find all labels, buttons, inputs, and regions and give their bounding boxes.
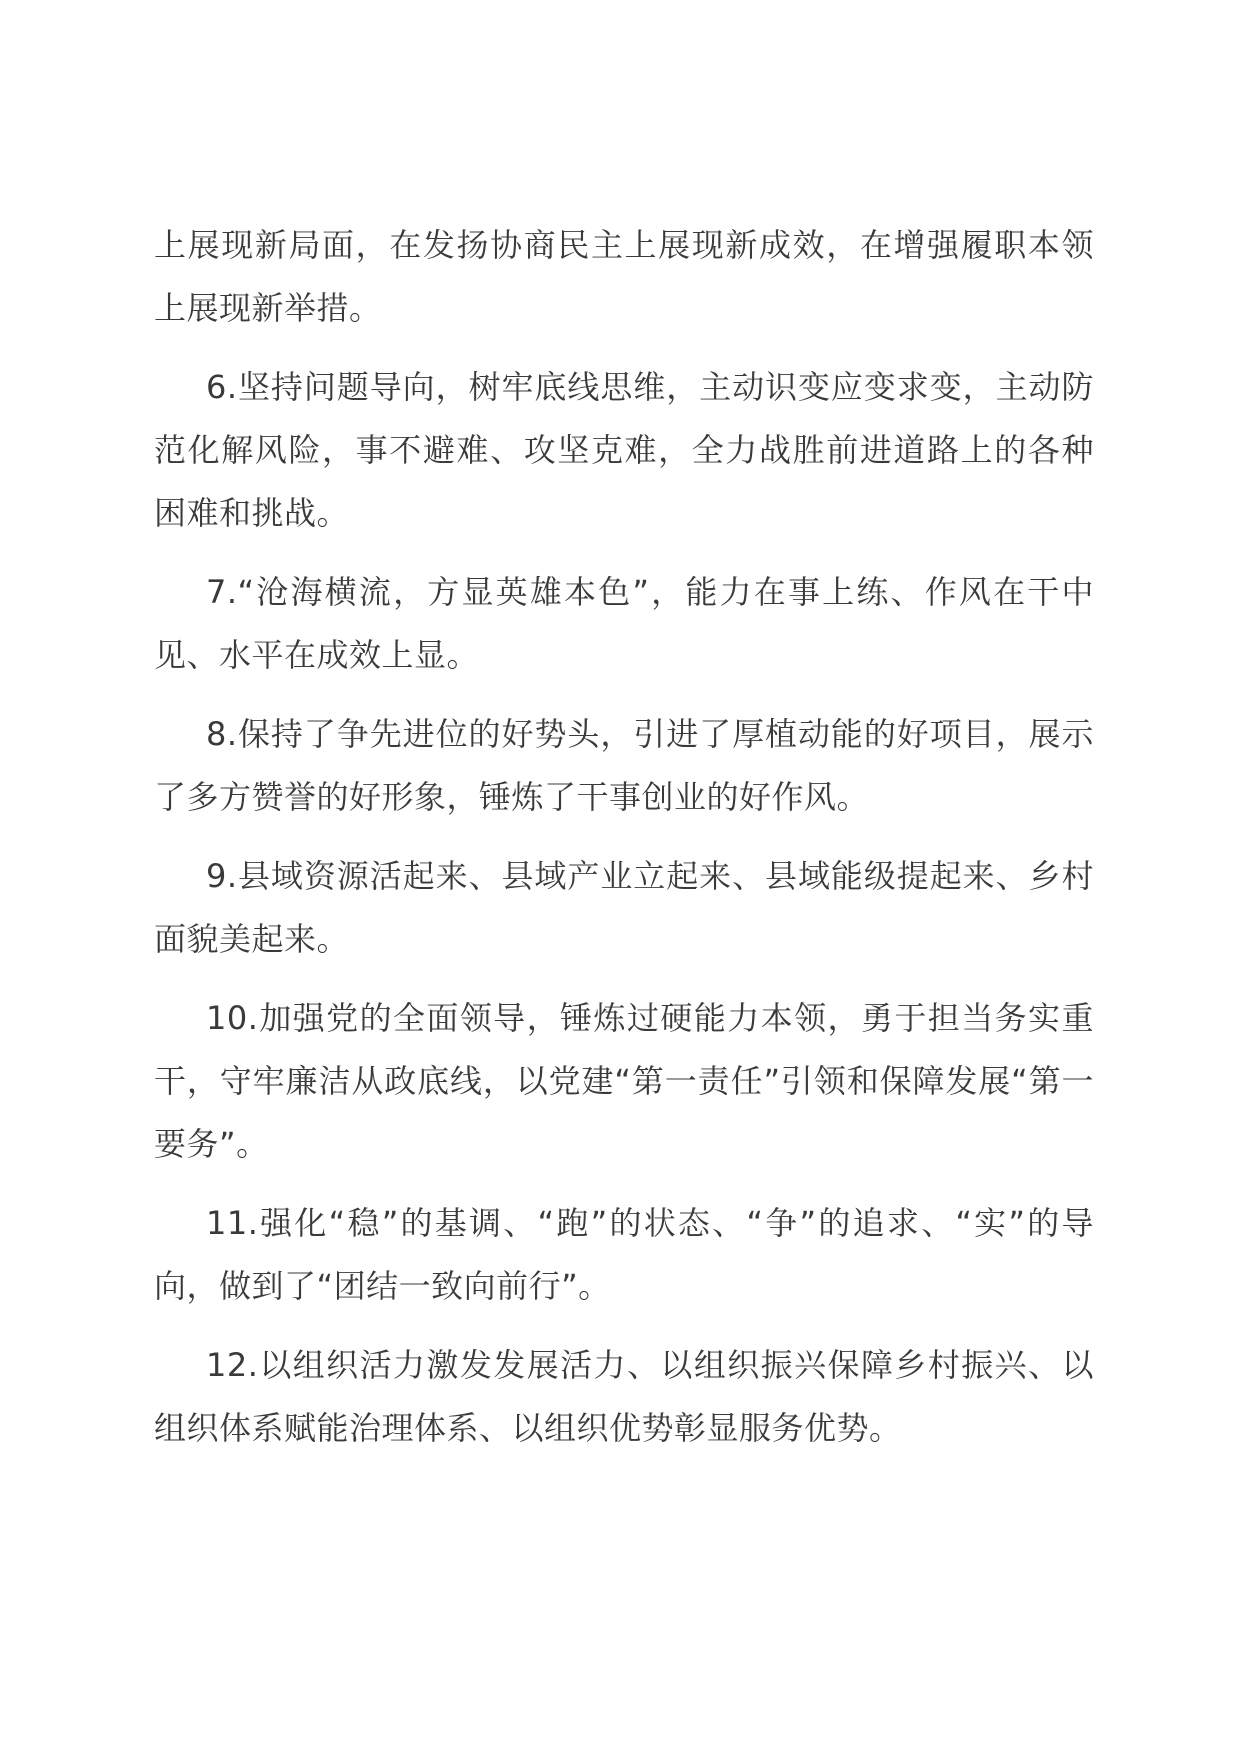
paragraph-item-6: 6.坚持问题导向，树牢底线思维，主动识变应变求变，主动防范化解风险，事不避难、攻坚克难，全力战胜前进道路上的各种困难和挑战。 [154, 368, 1094, 532]
paragraph-item-10: 10.加强党的全面领导，锤炼过硬能力本领，勇于担当务实重干，守牢廉洁从政底线，以党建“第一责任”引领和保障发展“第一要务”。 [154, 999, 1094, 1163]
paragraph-continuation: 上展现新局面，在发扬协商民主上展现新成效，在增强履职本领上展现新举措。 [154, 226, 1094, 327]
paragraph-item-11: 11.强化“稳”的基调、“跑”的状态、“争”的追求、“实”的导向，做到了“团结一致向前行”。 [154, 1204, 1094, 1305]
paragraph-item-12: 12.以组织活力激发发展活力、以组织振兴保障乡村振兴、以组织体系赋能治理体系、以组织优势彰显服务优势。 [154, 1346, 1094, 1447]
paragraph-item-8: 8.保持了争先进位的好势头，引进了厚植动能的好项目，展示了多方赞誉的好形象，锤炼了干事创业的好作风。 [154, 715, 1094, 816]
paragraph-item-7: 7.“沧海横流，方显英雄本色”，能力在事上练、作风在干中见、水平在成效上显。 [154, 573, 1094, 674]
paragraph-item-9: 9.县域资源活起来、县域产业立起来、县域能级提起来、乡村面貌美起来。 [154, 857, 1094, 958]
document-body [154, 214, 1094, 1476]
